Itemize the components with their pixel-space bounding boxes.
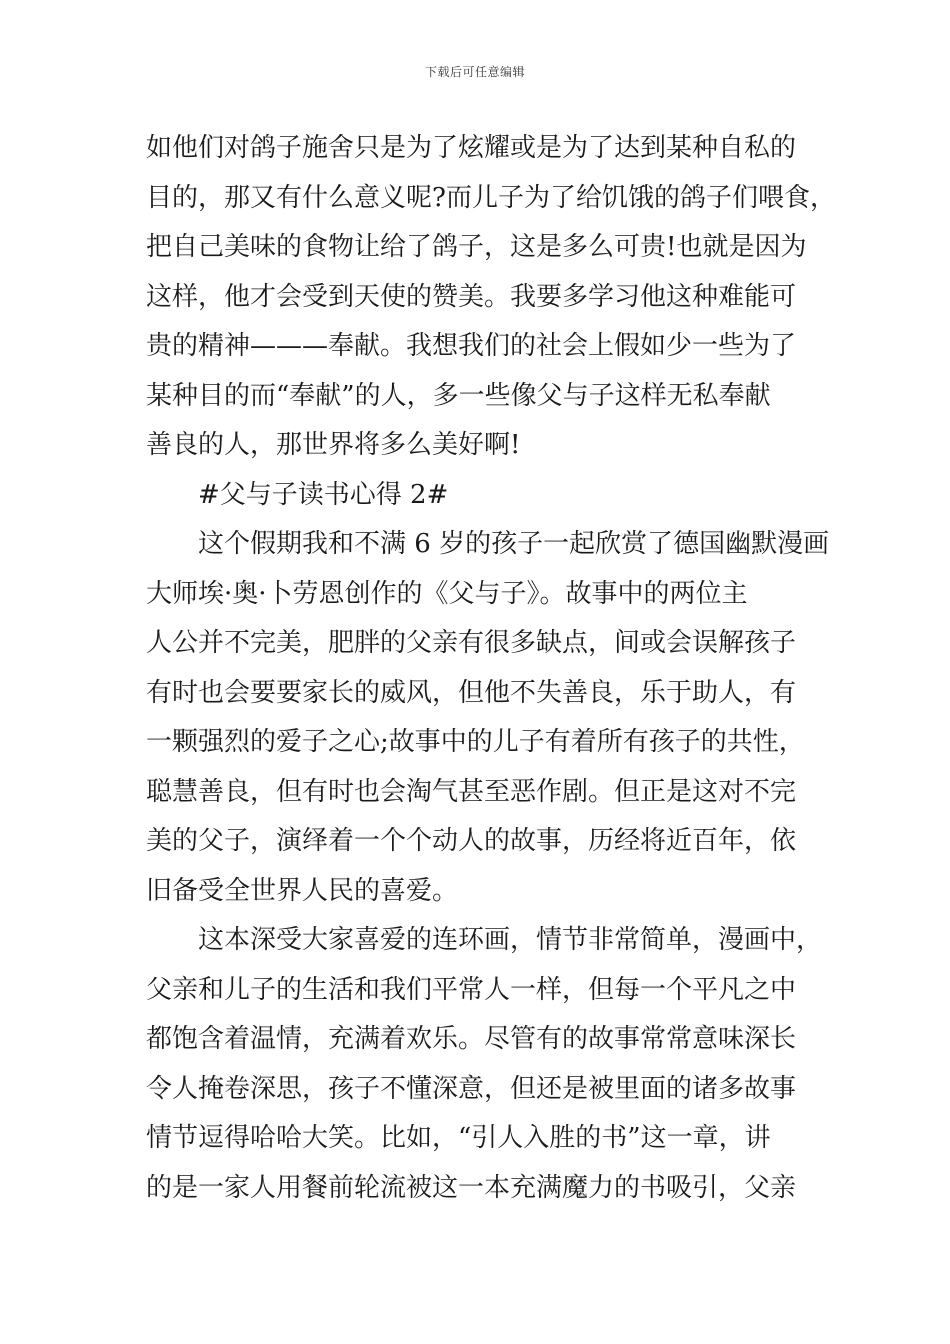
paragraph-line: 有时也会要要家长的威风，但他不失善良，乐于助人，有 — [146, 677, 797, 708]
paragraph-line: 这本深受大家喜爱的连环画，情节非常简单，漫画中， — [198, 925, 823, 955]
paragraph-line: 贵的精神———奉献。我想我们的社会上假如少一些为了 — [146, 331, 797, 361]
paragraph-line: 旧备受全世界人民的喜爱。 — [146, 875, 459, 906]
paragraph-line: 把自己美味的食物让给了鸽子，这是多么可贵!也就是因为 — [146, 232, 807, 262]
section-heading: #父与子读书心得 2# — [198, 479, 449, 510]
paragraph-line: 都饱含着温情，充满着欢乐。尽管有的故事常常意味深长 — [146, 1024, 797, 1054]
paragraph-line: 父亲和儿子的生活和我们平常人一样，但每一个平凡之中 — [146, 974, 797, 1005]
paragraph-line: 目的，那又有什么意义呢?而儿子为了给饥饿的鸽子们喂食， — [146, 182, 836, 213]
paragraph-line: 大师埃·奥·卜劳恩创作的《父与子》。故事中的两位主 — [146, 578, 748, 609]
paragraph-line: 一颗强烈的爱子之心;故事中的儿子有着所有孩子的共性， — [146, 727, 805, 757]
paragraph-line: 这个假期我和不满 6 岁的孩子一起欣赏了德国幽默漫画 — [198, 529, 830, 559]
document-body — [146, 124, 836, 1213]
paragraph-line: 如他们对鸽子施舍只是为了炫耀或是为了达到某种自私的 — [146, 133, 797, 163]
paragraph-line: 美的父子，演绎着一个个动人的故事，历经将近百年，依 — [146, 826, 797, 856]
paragraph-line: 令人掩卷深思，孩子不懂深意，但还是被里面的诸多故事 — [146, 1073, 797, 1104]
paragraph-line: 这样，他才会受到天使的赞美。我要多学习他这种难能可 — [146, 281, 797, 312]
paragraph-line: 某种目的而“奉献”的人，多一些像父与子这样无私奉献 — [146, 380, 771, 411]
paragraph-line: 善良的人，那世界将多么美好啊! — [146, 430, 521, 460]
paragraph-line: 情节逗得哈哈大笑。比如，“引人入胜的书”这一章，讲 — [146, 1123, 771, 1153]
paragraph-line: 的是一家人用餐前轮流被这一本充满魔力的书吸引，父亲 — [146, 1172, 797, 1203]
page-header: 下载后可任意编辑 — [424, 65, 525, 79]
paragraph-line: 人公并不完美，肥胖的父亲有很多缺点，间或会误解孩子 — [146, 628, 797, 658]
paragraph-line: 聪慧善良，但有时也会淘气甚至恶作剧。但正是这对不完 — [146, 776, 797, 807]
